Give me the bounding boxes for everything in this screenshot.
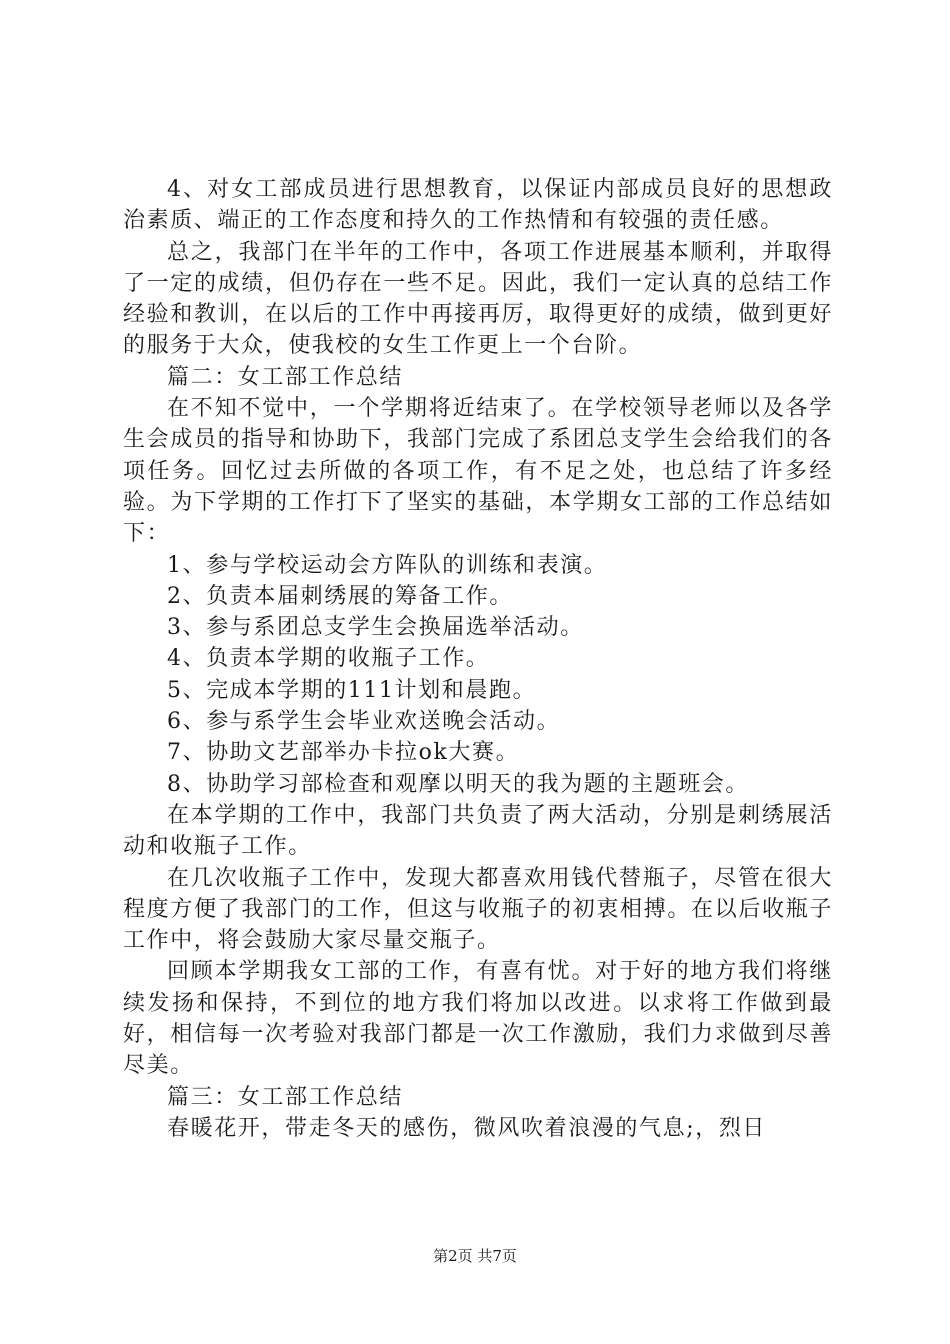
list-item: 7、协助文艺部举办卡拉ok大赛。 bbox=[167, 740, 520, 766]
paragraph-bottle-collection: 在几次收瓶子工作中，发现大都喜欢用钱代替瓶子，尽管在很大程度方便了我部门的工作，但这与收瓶子的初衷相搏。在以后收瓶子工作中，将会鼓励大家尽量交瓶子。 bbox=[123, 865, 833, 954]
paragraph-activities: 在本学期的工作中，我部门共负责了两大活动，分别是刺绣展活动和收瓶子工作。 bbox=[123, 802, 833, 860]
document-body bbox=[123, 174, 833, 1144]
paragraph-item-4-education: 4、对女工部成员进行思想教育，以保证内部成员良好的思想政治素质、端正的工作态度和持久的工作热情和有较强的责任感。 bbox=[123, 177, 833, 234]
list-item: 2、负责本届刺绣展的筹备工作。 bbox=[167, 583, 513, 609]
paragraph-summary: 总之，我部门在半年的工作中，各项工作进展基本顺利，并取得了一定的成绩，但仍存在一些不足。因此，我们一定认真的总结工作经验和教训，在以后的工作中再接再厉，取得更好的成绩，做到更好的服务于大众，使我校的女生工作更上一个台阶。 bbox=[123, 239, 833, 359]
list-item: 8、协助学习部检查和观摩以明天的我为题的主题班会。 bbox=[167, 771, 749, 797]
paragraph-spring: 春暖花开，带走冬天的感伤，微风吹着浪漫的气息;，烈日 bbox=[167, 1115, 767, 1141]
paragraph-review: 回顾本学期我女工部的工作，有喜有忧。对于好的地方我们将继续发扬和保持，不到位的地方我们将加以改进。以求将工作做到最好，相信每一次考验对我部门都是一次工作激励，我们力求做到尽善尽美。 bbox=[123, 959, 833, 1079]
list-item: 5、完成本学期的111计划和晨跑。 bbox=[167, 677, 537, 703]
section-heading-part-two: 篇二：女工部工作总结 bbox=[167, 364, 404, 390]
page-number-footer: 第2页 共7页 bbox=[433, 1247, 517, 1265]
list-item: 3、参与系团总支学生会换届选举活动。 bbox=[167, 615, 584, 641]
section-heading-part-three: 篇三：女工部工作总结 bbox=[167, 1084, 404, 1110]
list-item: 4、负责本学期的收瓶子工作。 bbox=[167, 646, 490, 672]
list-item: 6、参与系学生会毕业欢送晚会活动。 bbox=[167, 709, 561, 735]
paragraph-intro: 在不知不觉中，一个学期将近结束了。在学校领导老师以及各学生会成员的指导和协助下，我部门完成了系团总支学生会给我们的各项任务。回忆过去所做的各项工作，有不足之处，也总结了许多经验。为下学期的工作打下了坚实的基础，本学期女工部的工作总结如下： bbox=[123, 396, 833, 547]
list-item: 1、参与学校运动会方阵队的训练和表演。 bbox=[167, 552, 608, 578]
